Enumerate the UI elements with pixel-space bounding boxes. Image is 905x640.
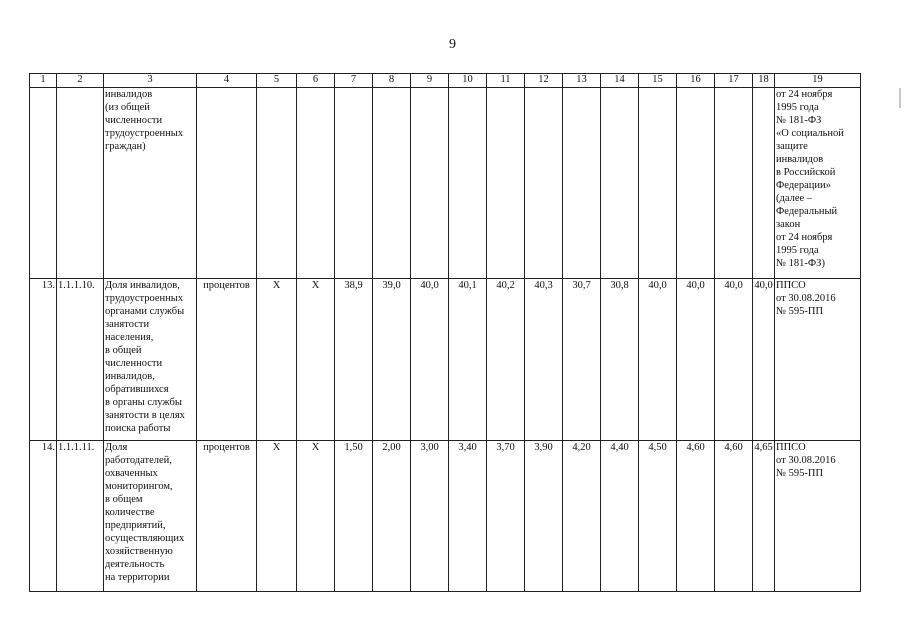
legal-document: ППСО от 30.08.2016 № 595-ПП xyxy=(775,441,861,592)
column-header: 8 xyxy=(373,74,411,88)
value-cell: 39,0 xyxy=(373,279,411,441)
indicators-table xyxy=(29,73,861,592)
unit-cell xyxy=(197,88,257,279)
column-header: 4 xyxy=(197,74,257,88)
value-cell: 4,65 xyxy=(753,441,775,592)
value-cell: 3,90 xyxy=(525,441,563,592)
value-cell xyxy=(449,88,487,279)
table-row xyxy=(30,441,861,592)
indicator-code xyxy=(57,88,104,279)
value-cell xyxy=(677,88,715,279)
row-number xyxy=(30,88,57,279)
mark-cell xyxy=(257,88,297,279)
value-cell: 40,0 xyxy=(411,279,449,441)
row-number: 14. xyxy=(30,441,57,592)
value-cell: 30,8 xyxy=(601,279,639,441)
unit-cell: процентов xyxy=(197,279,257,441)
column-header: 6 xyxy=(297,74,335,88)
value-cell: 40,0 xyxy=(677,279,715,441)
value-cell xyxy=(639,88,677,279)
value-cell xyxy=(487,88,525,279)
column-header: 12 xyxy=(525,74,563,88)
mark-cell: Х xyxy=(257,279,297,441)
indicator-name: Доля работодателей, охваченных мониторингом, в общем количестве предприятий, осуществляющих хозяйственную деятельность на территории xyxy=(104,441,197,592)
value-cell: 1,50 xyxy=(335,441,373,592)
mark-cell: Х xyxy=(257,441,297,592)
value-cell: 40,2 xyxy=(487,279,525,441)
column-header: 3 xyxy=(104,74,197,88)
value-cell xyxy=(335,88,373,279)
unit-cell: процентов xyxy=(197,441,257,592)
column-header: 9 xyxy=(411,74,449,88)
indicator-name: Доля инвалидов, трудоустроенных органами службы занятости населения, в общей численности инвалидов, обратившихся в органы службы занятости в целях поиска работы xyxy=(104,279,197,441)
value-cell: 4,20 xyxy=(563,441,601,592)
indicator-code: 1.1.1.10. xyxy=(57,279,104,441)
value-cell: 4,50 xyxy=(639,441,677,592)
column-header: 16 xyxy=(677,74,715,88)
mark-cell: Х xyxy=(297,441,335,592)
value-cell: 4,40 xyxy=(601,441,639,592)
value-cell xyxy=(753,88,775,279)
value-cell: 3,00 xyxy=(411,441,449,592)
table-row xyxy=(30,88,861,279)
column-header: 19 xyxy=(775,74,861,88)
value-cell: 40,0 xyxy=(639,279,677,441)
value-cell: 4,60 xyxy=(677,441,715,592)
value-cell xyxy=(563,88,601,279)
value-cell: 3,70 xyxy=(487,441,525,592)
value-cell: 2,00 xyxy=(373,441,411,592)
page-number: 9 xyxy=(449,37,456,52)
column-header: 5 xyxy=(257,74,297,88)
value-cell: 30,7 xyxy=(563,279,601,441)
column-header: 13 xyxy=(563,74,601,88)
value-cell xyxy=(715,88,753,279)
value-cell: 38,9 xyxy=(335,279,373,441)
column-header: 10 xyxy=(449,74,487,88)
column-header: 18 xyxy=(753,74,775,88)
value-cell: 40,1 xyxy=(449,279,487,441)
table-row xyxy=(30,279,861,441)
value-cell: 40,0 xyxy=(753,279,775,441)
column-header: 11 xyxy=(487,74,525,88)
table-header-row xyxy=(30,74,861,88)
column-header: 1 xyxy=(30,74,57,88)
value-cell xyxy=(411,88,449,279)
scrollbar[interactable] xyxy=(899,88,901,108)
value-cell: 3,40 xyxy=(449,441,487,592)
column-header: 15 xyxy=(639,74,677,88)
indicator-code: 1.1.1.11. xyxy=(57,441,104,592)
value-cell xyxy=(373,88,411,279)
value-cell: 40,0 xyxy=(715,279,753,441)
row-number: 13. xyxy=(30,279,57,441)
legal-document: ППСО от 30.08.2016 № 595-ПП xyxy=(775,279,861,441)
column-header: 14 xyxy=(601,74,639,88)
column-header: 7 xyxy=(335,74,373,88)
mark-cell xyxy=(297,88,335,279)
indicator-name: инвалидов (из общей численности трудоустроенных граждан) xyxy=(104,88,197,279)
mark-cell: Х xyxy=(297,279,335,441)
value-cell: 40,3 xyxy=(525,279,563,441)
legal-document: от 24 ноября 1995 года № 181-ФЗ «О социальной защите инвалидов в Российской Федерации» (далее – Федеральный закон от 24 ноября 1995 года № 181-ФЗ) xyxy=(775,88,861,279)
value-cell xyxy=(601,88,639,279)
column-header: 2 xyxy=(57,74,104,88)
value-cell xyxy=(525,88,563,279)
value-cell: 4,60 xyxy=(715,441,753,592)
column-header: 17 xyxy=(715,74,753,88)
